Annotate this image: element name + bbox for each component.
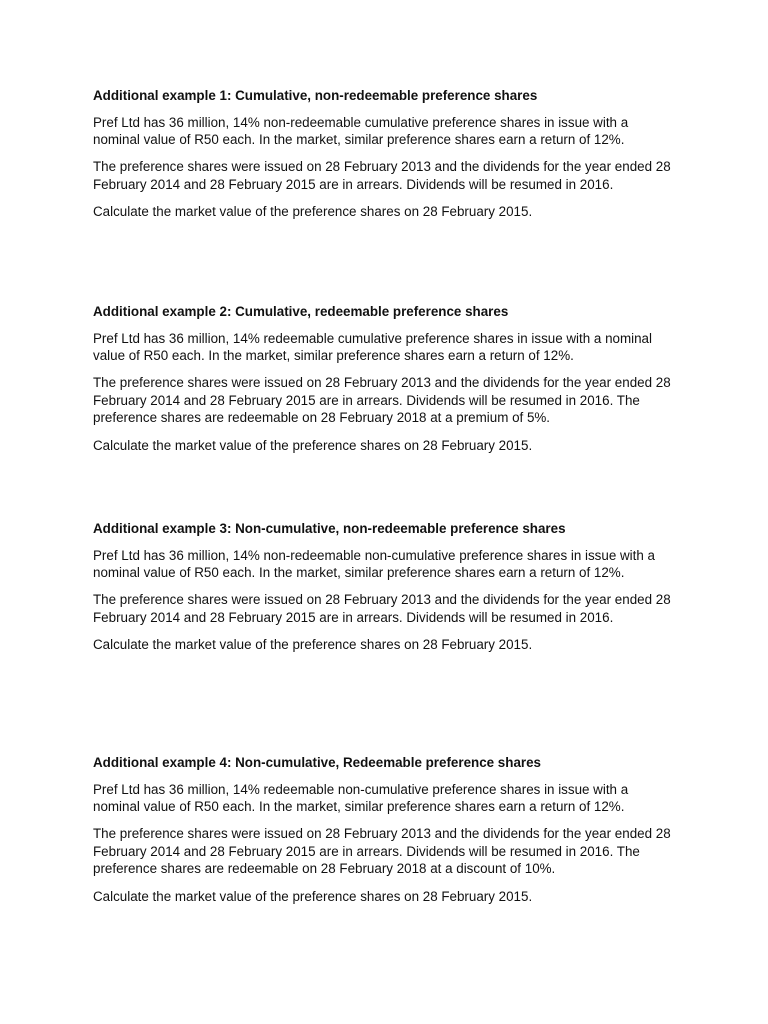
example-3	[93, 520, 678, 654]
example-3-paragraph-2: The preference shares were issued on 28 February 2013 and the dividends for the year ended 28 February 2014 and 28 February 2015 are in arrears. Dividends will be resumed in 2016.	[93, 592, 671, 625]
example-4-instruction: Calculate the market value of the preference shares on 28 February 2015.	[93, 888, 533, 904]
example-4-paragraph-1: Pref Ltd has 36 million, 14% redeemable non-cumulative preference shares in issue with a nominal value of R50 each. In the market, similar preference shares earn a return of 12%.	[93, 781, 629, 815]
example-4-heading: Additional example 4: Non-cumulative, Redeemable preference shares	[93, 755, 541, 770]
example-4-paragraph-2: The preference shares were issued on 28 February 2013 and the dividends for the year ended 28 February 2014 and 28 February 2015 are in arrears. Dividends will be resumed in 2016. The preference shares are redeemable on 28 February 2018 at a discount of 10%.	[93, 826, 671, 877]
example-2-instruction: Calculate the market value of the preference shares on 28 February 2015.	[93, 437, 533, 453]
example-1-heading: Additional example 1: Cumulative, non-redeemable preference shares	[93, 88, 538, 103]
example-2	[93, 303, 678, 454]
example-3-heading: Additional example 3: Non-cumulative, non-redeemable preference shares	[93, 521, 566, 536]
example-2-heading: Additional example 2: Cumulative, redeemable preference shares	[93, 304, 509, 319]
example-1-paragraph-2: The preference shares were issued on 28 February 2013 and the dividends for the year ended 28 February 2014 and 28 February 2015 are in arrears. Dividends will be resumed in 2016.	[93, 159, 671, 192]
example-3-paragraph-1: Pref Ltd has 36 million, 14% non-redeemable non-cumulative preference shares in issue with a nominal value of R50 each. In the market, similar preference shares earn a return of 12%.	[93, 547, 655, 581]
example-4	[93, 754, 678, 905]
example-2-paragraph-1: Pref Ltd has 36 million, 14% redeemable cumulative preference shares in issue with a nominal value of R50 each. In the market, similar preference shares earn a return of 12%.	[93, 330, 652, 364]
example-1-paragraph-1: Pref Ltd has 36 million, 14% non-redeemable cumulative preference shares in issue with a nominal value of R50 each. In the market, similar preference shares earn a return of 12%.	[93, 114, 629, 148]
example-1-instruction: Calculate the market value of the preference shares on 28 February 2015.	[93, 203, 533, 219]
example-3-instruction: Calculate the market value of the preference shares on 28 February 2015.	[93, 636, 533, 652]
example-2-paragraph-2: The preference shares were issued on 28 February 2013 and the dividends for the year ended 28 February 2014 and 28 February 2015 are in arrears. Dividends will be resumed in 2016. The preference shares are redeemable on 28 February 2018 at a premium of 5%.	[93, 375, 671, 426]
example-1	[93, 87, 678, 221]
